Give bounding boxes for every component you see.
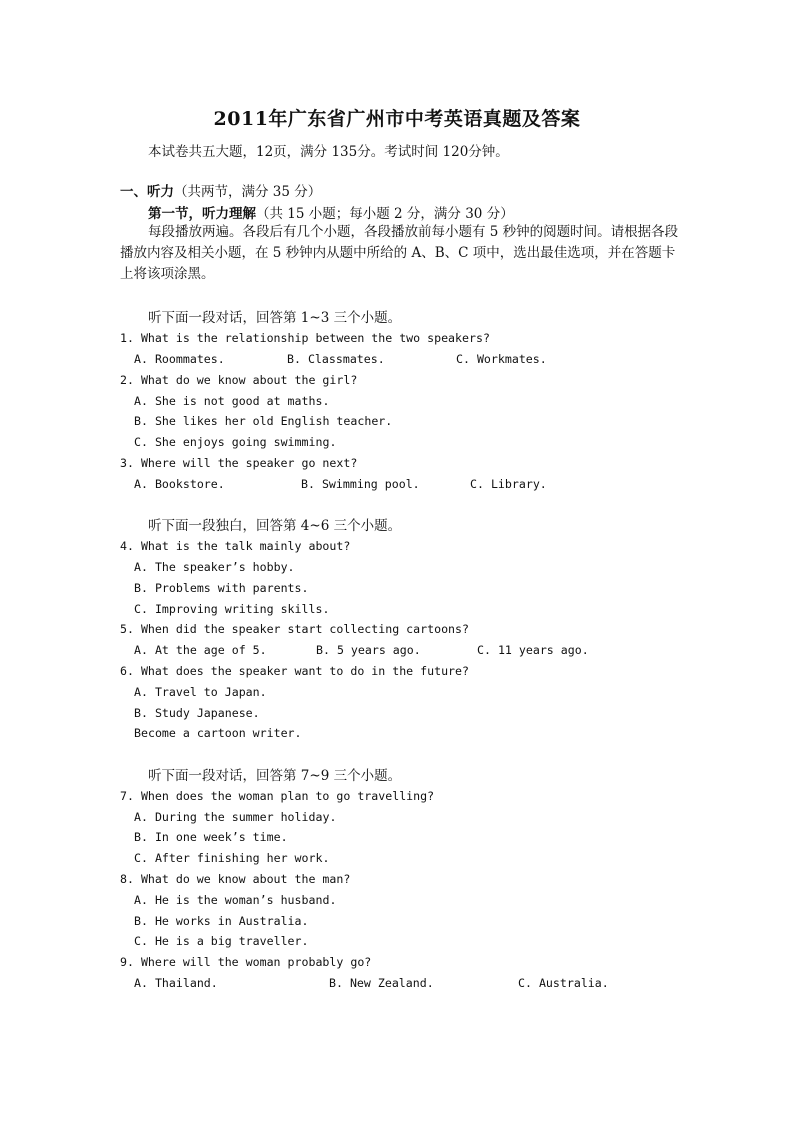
option: B. In one week’s time.	[134, 830, 288, 844]
option: C. Improving writing skills.	[134, 602, 330, 616]
question-text: 8. What do we know about the man?	[120, 872, 351, 886]
exam-intro: 本试卷共五大题，12页，满分 135分。考试时间 120分钟。	[148, 144, 509, 160]
question-text: 2. What do we know about the girl?	[120, 373, 358, 387]
option: C. Library.	[470, 477, 547, 491]
option: B. New Zealand.	[329, 976, 434, 990]
part-heading	[148, 202, 514, 222]
section-heading	[120, 180, 321, 200]
page-title: 2011年广东省广州市中考英语真题及答案	[213, 108, 581, 130]
section-heading-note: （共两节，满分 35 分）	[174, 184, 322, 200]
group-lead: 听下面一段对话，回答第 7~9 三个小题。	[148, 768, 402, 784]
question-text: 5. When did the speaker start collecting cartoons?	[120, 622, 470, 636]
group-lead: 听下面一段对话，回答第 1~3 三个小题。	[148, 310, 402, 326]
option: B. 5 years ago.	[316, 643, 421, 657]
section-heading-bold: 一、听力	[120, 184, 174, 200]
option: A. Thailand.	[134, 976, 218, 990]
option: B. Classmates.	[287, 352, 385, 366]
question-text: 3. Where will the speaker go next?	[120, 456, 358, 470]
option: A. During the summer holiday.	[134, 810, 337, 824]
option: A. Travel to Japan.	[134, 685, 267, 699]
option: C. He is a big traveller.	[134, 934, 309, 948]
question-text: 1. What is the relationship between the two speakers?	[120, 331, 490, 345]
option: A. He is the woman’s husband.	[134, 893, 337, 907]
option: C. She enjoys going swimming.	[134, 435, 337, 449]
question-text: 7. When does the woman plan to go travelling?	[120, 789, 435, 803]
question-text: 6. What does the speaker want to do in the future?	[120, 664, 470, 678]
option: B. Swimming pool.	[301, 477, 420, 491]
option: C. 11 years ago.	[477, 643, 589, 657]
option: A. At the age of 5.	[134, 643, 267, 657]
listening-instructions: 每段播放两遍。各段后有几个小题，各段播放前每小题有 5 秒钟的阅题时间。请根据各段播放内容及相关小题，在 5 秒钟内从题中所给的 A、B、C 项中，选出最佳选项，并在答题卡上将该项涂黑。	[120, 224, 679, 282]
option: B. Study Japanese.	[134, 706, 260, 720]
option: A. Roommates.	[134, 352, 225, 366]
option: A. Bookstore.	[134, 477, 225, 491]
option: C. After finishing her work.	[134, 851, 330, 865]
option: B. He works in Australia.	[134, 914, 309, 928]
option: C. Australia.	[518, 976, 609, 990]
part-heading-bold: 第一节，听力理解	[148, 206, 256, 222]
question-text: 9. Where will the woman probably go?	[120, 955, 372, 969]
option: A. She is not good at maths.	[134, 394, 330, 408]
group-lead: 听下面一段独白，回答第 4~6 三个小题。	[148, 518, 402, 534]
option: B. She likes her old English teacher.	[134, 414, 393, 428]
question-text: 4. What is the talk mainly about?	[120, 539, 351, 553]
option: A. The speaker’s hobby.	[134, 560, 295, 574]
option: Become a cartoon writer.	[134, 726, 302, 740]
option: B. Problems with parents.	[134, 581, 309, 595]
part-heading-note: （共 15 小题；每小题 2 分，满分 30 分）	[256, 206, 514, 222]
option: C. Workmates.	[456, 352, 547, 366]
